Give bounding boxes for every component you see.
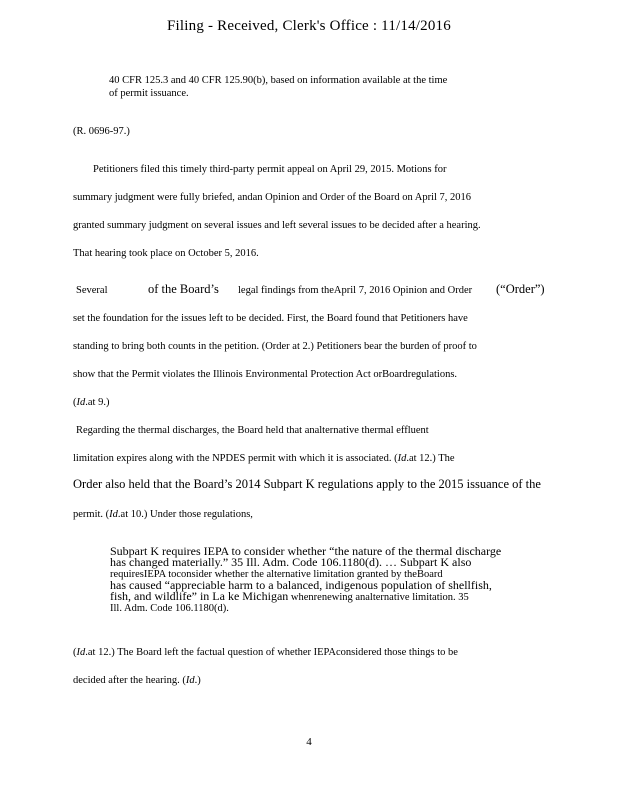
quote-line: Subpart K requires IEPA to consider whether “the nature of the thermal discharge bbox=[110, 544, 502, 558]
text-fragment: (“Order”) bbox=[496, 282, 545, 296]
text-fragment: 35 Ill. Adm. Code 106.1180(d). … Subpart K also bbox=[228, 555, 472, 569]
text-fragment: ( bbox=[73, 647, 77, 658]
quote-line: requiresIEPA toconsider whether the alternative limitation granted by theBoard bbox=[110, 569, 443, 580]
text-line: Regarding the thermal discharges, the Board held that analternative thermal effluent bbox=[76, 425, 429, 436]
text-line: That hearing took place on October 5, 2016. bbox=[73, 248, 259, 259]
text-line: of permit issuance. bbox=[109, 88, 189, 99]
text-fragment: of the Board’s bbox=[148, 282, 219, 296]
text-fragment: decided after the hearing. ( bbox=[73, 675, 186, 686]
quote-line: Ill. Adm. Code 106.1180(d). bbox=[110, 603, 229, 614]
block-quote bbox=[110, 546, 510, 614]
text-fragment: .at 10.) Under those regulations, bbox=[117, 509, 253, 520]
text-line: Order also held that the Board’s 2014 Subpart K regulations apply to the 2015 issuance of the bbox=[73, 477, 541, 491]
record-citation: (R. 0696-97.) bbox=[73, 126, 130, 137]
text-line: 40 CFR 125.3 and 40 CFR 125.90(b), based on information available at the time bbox=[109, 75, 448, 86]
page-number: 4 bbox=[306, 736, 312, 748]
text-line: set the foundation for the issues left to be decided. First, the Board found that Petitioners have bbox=[73, 313, 468, 324]
text-line: Petitioners filed this timely third-party permit appeal on April 29, 2015. Motions for bbox=[93, 164, 447, 175]
text-line bbox=[73, 452, 455, 465]
text-fragment: .) bbox=[194, 675, 201, 686]
id-citation: Id bbox=[76, 647, 86, 658]
record-citation: (Id.at 9.) bbox=[73, 397, 110, 408]
text-fragment: .at 12.) The bbox=[406, 453, 455, 464]
id-citation: Id bbox=[109, 509, 118, 520]
text-line bbox=[73, 508, 253, 521]
text-fragment: whenrenewing analternative limitation. 35 bbox=[288, 592, 469, 603]
text-fragment: .at 12.) The Board left the factual question of whether IEPAconsidered those things to be bbox=[85, 647, 458, 658]
text-line bbox=[73, 646, 458, 659]
text-line: granted summary judgment on several issues and left several issues to be decided after a hearing. bbox=[73, 220, 481, 231]
id-citation: Id bbox=[185, 675, 195, 686]
text-line bbox=[73, 674, 201, 687]
text-fragment: limitation expires along with the NPDES permit with which it is associated. ( bbox=[73, 453, 398, 464]
id-citation: Id bbox=[397, 453, 407, 464]
quote-line bbox=[110, 591, 510, 603]
text-line: show that the Permit violates the Illinois Environmental Protection Act orBoardregulations. bbox=[73, 369, 458, 380]
text-fragment: legal findings from theApril 7, 2016 Opinion and Order bbox=[238, 285, 473, 296]
text-fragment: .at 9.) bbox=[85, 397, 110, 408]
quote-line bbox=[110, 557, 510, 569]
text-fragment: Several bbox=[76, 285, 108, 296]
text-fragment: has changed materially.” bbox=[110, 555, 229, 569]
filing-stamp-header: Filing - Received, Clerk's Office : 11/14/2016 bbox=[167, 18, 451, 34]
text-fragment: fish, and wildlife” in La ke Michigan bbox=[110, 589, 289, 603]
text-fragment: permit. ( bbox=[73, 509, 110, 520]
id-citation: Id bbox=[76, 397, 86, 408]
text-line: summary judgment were fully briefed, andan Opinion and Order of the Board on April 7, 2016 bbox=[73, 192, 472, 203]
text-line: standing to bring both counts in the petition. (Order at 2.) Petitioners bear the burden of proof to bbox=[73, 341, 477, 352]
quote-line: has caused “appreciable harm to a balanced, indigenous population of shellfish, bbox=[110, 578, 492, 592]
